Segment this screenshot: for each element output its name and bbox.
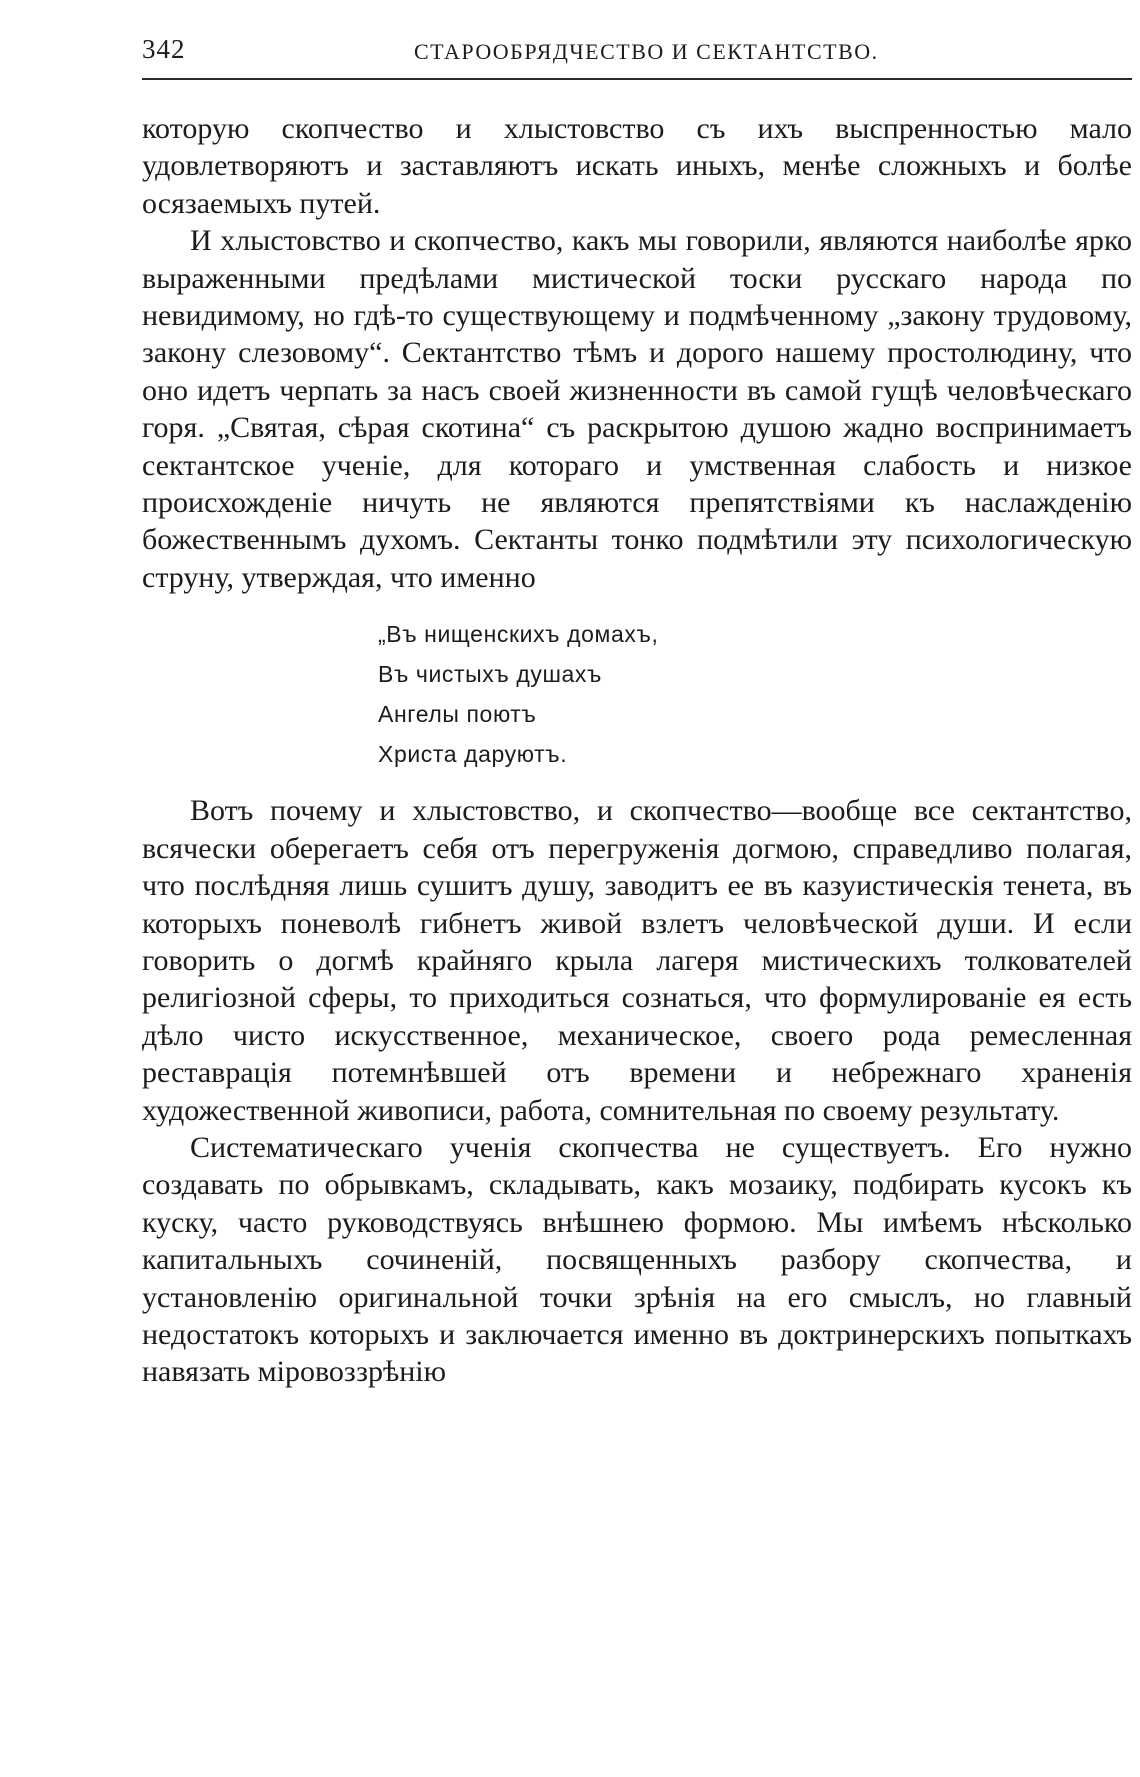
verse-line: Въ чистыхъ душахъ	[378, 661, 603, 688]
paragraph: И хлыстовство и скопчество, какъ мы говорили, являются наиболѣе ярко выраженными предѣлами мистической тоски русскаго народа по невидимому, но гдѣ-то существующему и подмѣченному „закону трудовому, закону слезовому“. Сектантство тѣмъ и дорого нашему простолюдину, что оно идетъ черпать за насъ своей жизненности въ самой гущѣ человѣческаго горя. „Святая, сѣрая скотина“ съ раскрытою душою жадно воспринимаетъ сектантское ученіе, для котораго и умственная слабость и низкое происхожденіе ничуть не являются препятствіями къ наслажденію божественнымъ духомъ. Сектанты тонко подмѣтили эту психологическую струну, утверждая, что именно	[142, 224, 1132, 594]
page-number: 342	[142, 34, 186, 64]
verse-line: Христа даруютъ.	[378, 741, 568, 768]
verse-line: Ангелы поютъ	[378, 701, 537, 728]
page-header	[142, 34, 1132, 74]
paragraph-continuation: которую скопчество и хлыстовство съ ихъ выспренностью мало удовлетворяютъ и заставляютъ искать иныхъ, менѣе сложныхъ и болѣе осязаемыхъ путей.	[142, 112, 1132, 220]
paragraph: Вотъ почему и хлыстовство, и скопчество—вообще все сектантство, всячески оберегаетъ себя отъ перегруженія догмою, справедливо полагая, что послѣдняя лишь сушитъ душу, заводитъ ее въ казуистическія тенета, въ которыхъ поневолѣ гибнетъ живой взлетъ человѣческой души. И если говорить о догмѣ крайняго крыла лагеря мистическихъ толкователей религіозной сферы, то приходиться сознаться, что формулированіе ея есть дѣло чисто искусственное, механическое, своего рода ремесленная реставрація потемнѣвшей отъ времени и небрежнаго храненія художественной живописи, работа, сомнительная по своему результату.	[142, 794, 1132, 1127]
running-title: СТАРООБРЯДЧЕСТВО И СЕКТАНТСТВО.	[414, 39, 879, 64]
page-body	[142, 110, 1132, 1391]
header-rule	[142, 78, 1132, 80]
verse-line: „Въ нищенскихъ домахъ,	[378, 621, 659, 648]
paragraph: Систематическаго ученія скопчества не существуетъ. Его нужно создавать по обрывкамъ, складывать, какъ мозаику, подбирать кусокъ къ куску, часто руководствуясь внѣшнею формою. Мы имѣемъ нѣсколько капитальныхъ сочиненій, посвященныхъ разбору скопчества, и установленію оригинальной точки зрѣнія на его смыслъ, но главный недостатокъ которыхъ и заключается именно въ доктринерскихъ попыткахъ навязать міровоззрѣнію	[142, 1130, 1132, 1389]
verse-quote	[378, 614, 1132, 774]
